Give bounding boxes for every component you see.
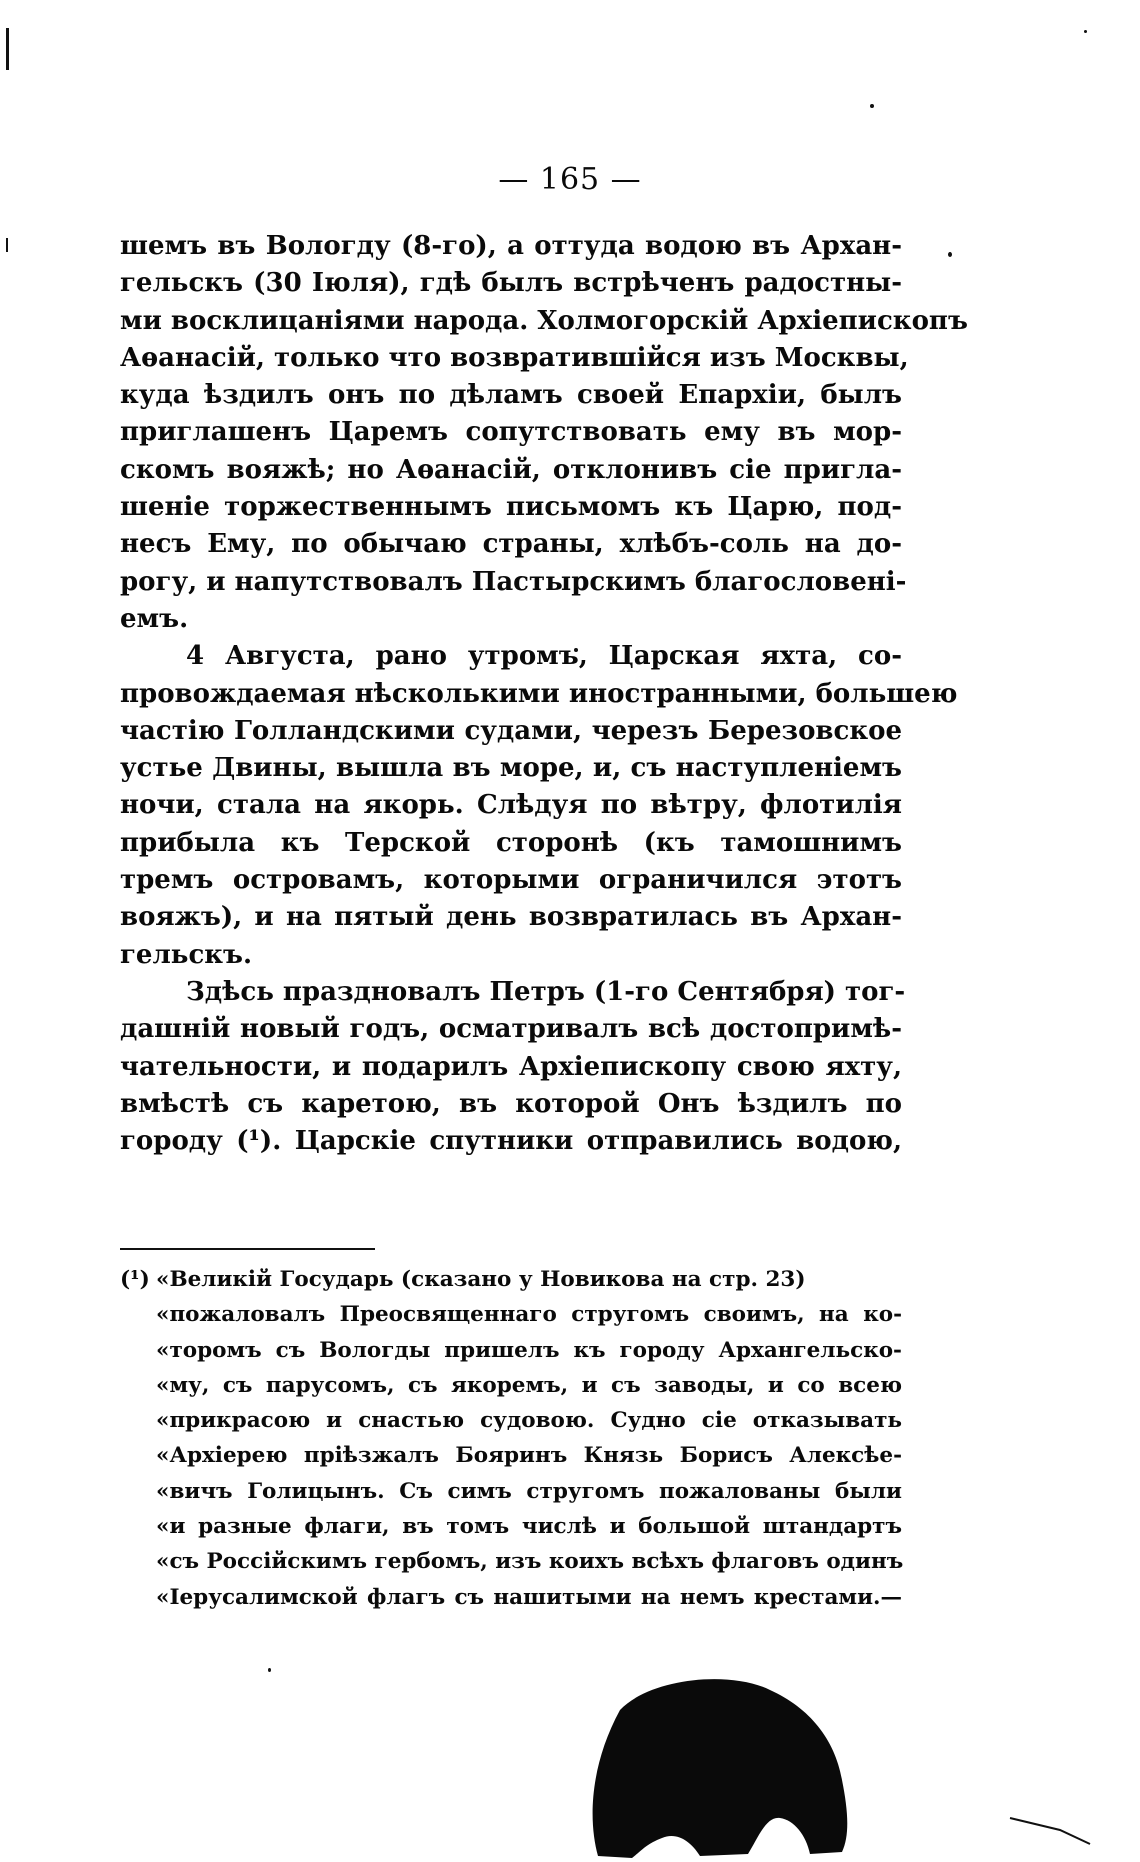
scan-edge-mark [6, 28, 9, 70]
paragraph-start-line: 4 Августа, рано утромъ, Царская яхта, со- [186, 641, 902, 672]
text-line: вмѣстѣ съ каретою, въ которой Онъ ѣздилъ по [120, 1088, 902, 1119]
paragraph-start-line: Здѣсь праздновалъ Петръ (1-го Сентября) тог- [186, 976, 906, 1007]
text-line: гельскъ. [120, 939, 253, 970]
text-line: дашній новый годъ, осматривалъ всѣ достопримѣ- [120, 1014, 902, 1045]
scan-speck [268, 1668, 271, 1672]
text-line: ми восклицаніями народа. Холмогорскій Архіепископъ [120, 305, 968, 336]
ink-blot [580, 1670, 860, 1860]
footnote-line: «му, съ парусомъ, съ якоремъ, и съ заводы, и со всею [156, 1372, 902, 1398]
footnote-line: «пожаловалъ Преосвященнаго стругомъ своимъ, на ко- [156, 1302, 902, 1328]
text-line: шемъ въ Вологду (8-го), а оттуда водою въ Архан- [120, 231, 902, 261]
footnote-line-text: «Великій Государь (сказано у Новикова на стр. 23) [156, 1267, 806, 1292]
text-line: скомъ вояжѣ; но Аѳанасій, отклонивъ сіе пригла- [120, 454, 902, 485]
scan-speck [948, 252, 952, 257]
footnote-line: «торомъ съ Вологды пришелъ къ городу Архангельско- [156, 1337, 902, 1363]
text-line: вояжъ), и на пятый день возвратилась въ Архан- [120, 902, 902, 933]
text-line: Аѳанасій, только что возвратившійся изъ Москвы, [120, 342, 909, 373]
text-line: шеніе торжественнымъ письмомъ къ Царю, под- [120, 492, 902, 523]
text-line: частію Голландскими судами, черезъ Березовское [120, 715, 902, 746]
text-line: приглашенъ Царемъ сопутствовать ему въ мор- [120, 417, 902, 448]
footnote-line: «вичъ Голицынъ. Съ симъ стругомъ пожалованы были [156, 1478, 902, 1504]
footnote-line: «прикрасою и снастью судовою. Судно сіе отказывать [156, 1408, 902, 1434]
text-line: гельскъ (30 Іюля), гдѣ былъ встрѣченъ радостны- [120, 268, 902, 299]
footnote-divider [120, 1248, 375, 1250]
scan-edge-mark [1000, 1810, 1100, 1850]
main-text [120, 228, 968, 1160]
footnote-line: «и разные флаги, въ томъ числѣ и большой штандартъ [156, 1514, 902, 1540]
footnote-line: «Архіерею пріѣзжалъ Бояринъ Князь Борисъ Алексѣе- [156, 1443, 902, 1469]
text-line: несъ Ему, по обычаю страны, хлѣбъ-соль на до- [120, 529, 902, 560]
footnote [120, 1262, 902, 1615]
scan-speck [870, 104, 874, 108]
page-number: — 165 — [498, 162, 642, 197]
text-line: устье Двины, вышла въ море, и, съ наступленіемъ [120, 753, 902, 784]
text-line: тремъ островамъ, которыми ограничился этотъ [120, 865, 902, 896]
text-line: рогу, и напутствовалъ Пастырскимъ благословені- [120, 566, 907, 597]
text-line: городу (¹). Царскіе спутники отправились водою, [120, 1126, 902, 1157]
footnote-line: «Іерусалимской флагъ съ нашитыми на немъ крестами.— [156, 1584, 902, 1610]
text-line: ночи, стала на якорь. Слѣдуя по вѣтру, флотилія [120, 790, 902, 821]
footnote-line [120, 1262, 902, 1297]
text-line: куда ѣздилъ онъ по дѣламъ своей Епархіи, былъ [120, 380, 902, 411]
text-line: провождаемая нѣсколькими иностранными, большею [120, 678, 958, 709]
text-line: прибыла къ Терской сторонѣ (къ тамошнимъ [120, 827, 902, 858]
scan-edge-mark [6, 238, 8, 252]
footnote-line: «съ Россійскимъ гербомъ, изъ коихъ всѣхъ флаговъ одинъ [156, 1549, 904, 1575]
text-line: чательности, и подарилъ Архіепископу свою яхту, [120, 1051, 902, 1082]
text-line: емъ. [120, 603, 189, 634]
scan-speck [1084, 30, 1087, 33]
footnote-marker: (¹) [120, 1267, 150, 1292]
